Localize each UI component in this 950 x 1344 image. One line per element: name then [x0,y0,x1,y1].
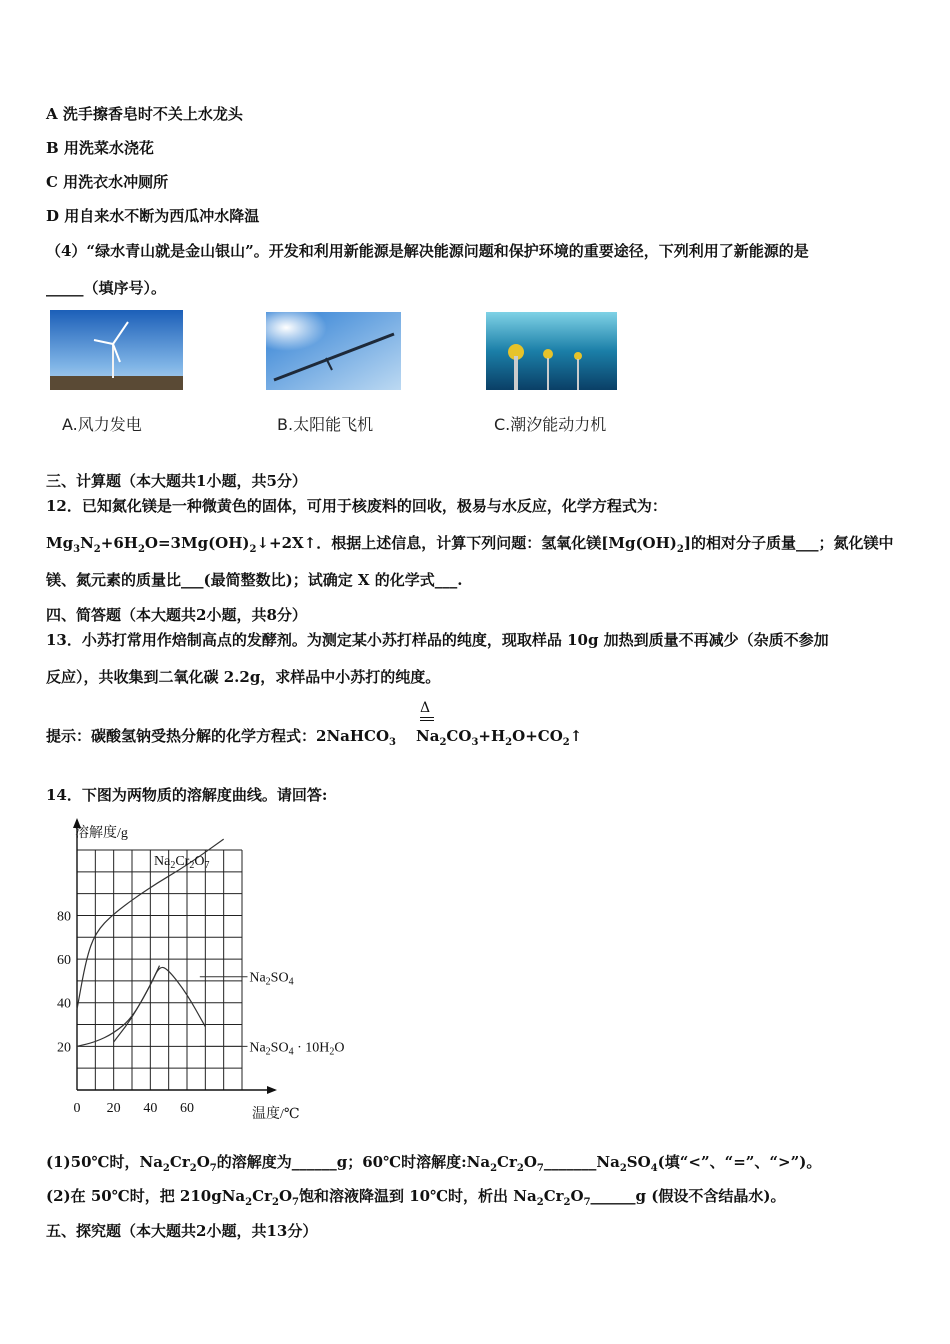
q13-hint: 提示：碳酸氢钠受热分解的化学方程式：2NaHCO$_3$ $Na_2CO_3+H_2O+CO_2↑$ [46,727,583,748]
q4-line1: （4）“绿水青山就是金山银山”。开发和利用新能源是解决能源问题和保护环境的重要途径，下列利用了新能源的是 [46,242,809,260]
tidal-turbine-image [486,312,617,390]
x-tick-label: 20 [106,1101,121,1116]
option-b: B 用洗菜水浇花 [46,139,154,157]
y-tick-label: 80 [57,909,71,925]
caption-tidal: C.潮汐能动力机 [494,415,607,434]
q14-line1: 14．下图为两物质的溶解度曲线。请回答: [46,786,328,804]
delta-symbol: Δ [420,700,431,716]
x-tick-label: 0 [73,1101,81,1116]
y-axis-label: 溶解度/g [75,826,128,841]
q12-line1: 12．已知氮化镁是一种微黄色的固体，可用于核废料的回收，极易与水反应，化学方程式为： [46,497,667,515]
y-tick-label: 20 [57,1040,71,1056]
label-na2so4: $Na_2SO_4$ [249,970,294,988]
solar-plane-image [266,312,401,390]
q14-sub1: (1)50℃时，$Na_2Cr_2O_7$的溶解度为______g；60℃时溶解度$:Na_2Cr_2O_7\_\_\_\_\_\_\_Na_2SO_4$(填“<”、“=”、“>”)。 [46,1153,822,1174]
caption-solar: B.太阳能飞机 [277,415,374,434]
q13-line2: 反应），共收集到二氧化碳 2.2g，求样品中小苏打的纯度。 [46,668,441,686]
wind-turbine-image [50,310,183,390]
section-3-heading: 三、计算题（本大题共1小题，共5分） [46,472,307,490]
label-na2cr2o7: $Na_2Cr_2O_7$ [154,854,210,871]
y-tick-label: 60 [57,953,71,969]
x-tick-label: 40 [143,1101,158,1116]
q14-sub2: (2)在 50℃时，把 $210gNa_2Cr_2O_7$饱和溶液降温到 10℃时，析出 $Na_2Cr_2O_7\_\_\_\_\_\_g$ (假设不含结晶水)。 [46,1187,786,1208]
option-a: A 洗手擦香皂时不关上水龙头 [46,105,243,123]
q4-line2: _____（填序号）。 [46,279,167,297]
q13-line1: 13．小苏打常用作焙制高点的发酵剂。为测定某小苏打样品的纯度，现取样品 10g 加热到质量不再减少（杂质不参加 [46,631,829,649]
solubility-chart [40,815,380,1125]
q12-equation-line: $Mg_3N_2+6H_2O=3Mg(OH)_2↓+2X↑$．根据上述信息，计算下列问题：氢氧化镁$[Mg(OH)_2]$的相对分子质量___；氮化镁中 [46,534,894,555]
x-axis-label: 温度/℃ [252,1107,300,1122]
x-axis-arrow [267,1086,277,1094]
y-tick-label: 40 [57,996,71,1012]
reaction-line-top [420,717,434,718]
section-4-heading: 四、简答题（本大题共2小题，共8分） [46,606,307,624]
section-5-heading: 五、探究题（本大题共2小题，共13分） [46,1222,318,1240]
option-d: D 用自来水不断为西瓜冲水降温 [46,207,260,225]
caption-wind: A.风力发电 [62,415,142,434]
reaction-line-bottom [420,720,434,721]
q12-line3: 镁、氮元素的质量比___(最简整数比)；试确定 X 的化学式___. [46,571,463,589]
series-line-2 [77,966,160,1047]
option-c: C 用洗衣水冲厕所 [46,173,169,191]
label-na2so4-10h2o: $Na_2SO_4 \cdot 10H_2O$ [249,1040,345,1058]
series-line-1 [114,967,206,1042]
x-tick-label: 60 [180,1101,194,1116]
